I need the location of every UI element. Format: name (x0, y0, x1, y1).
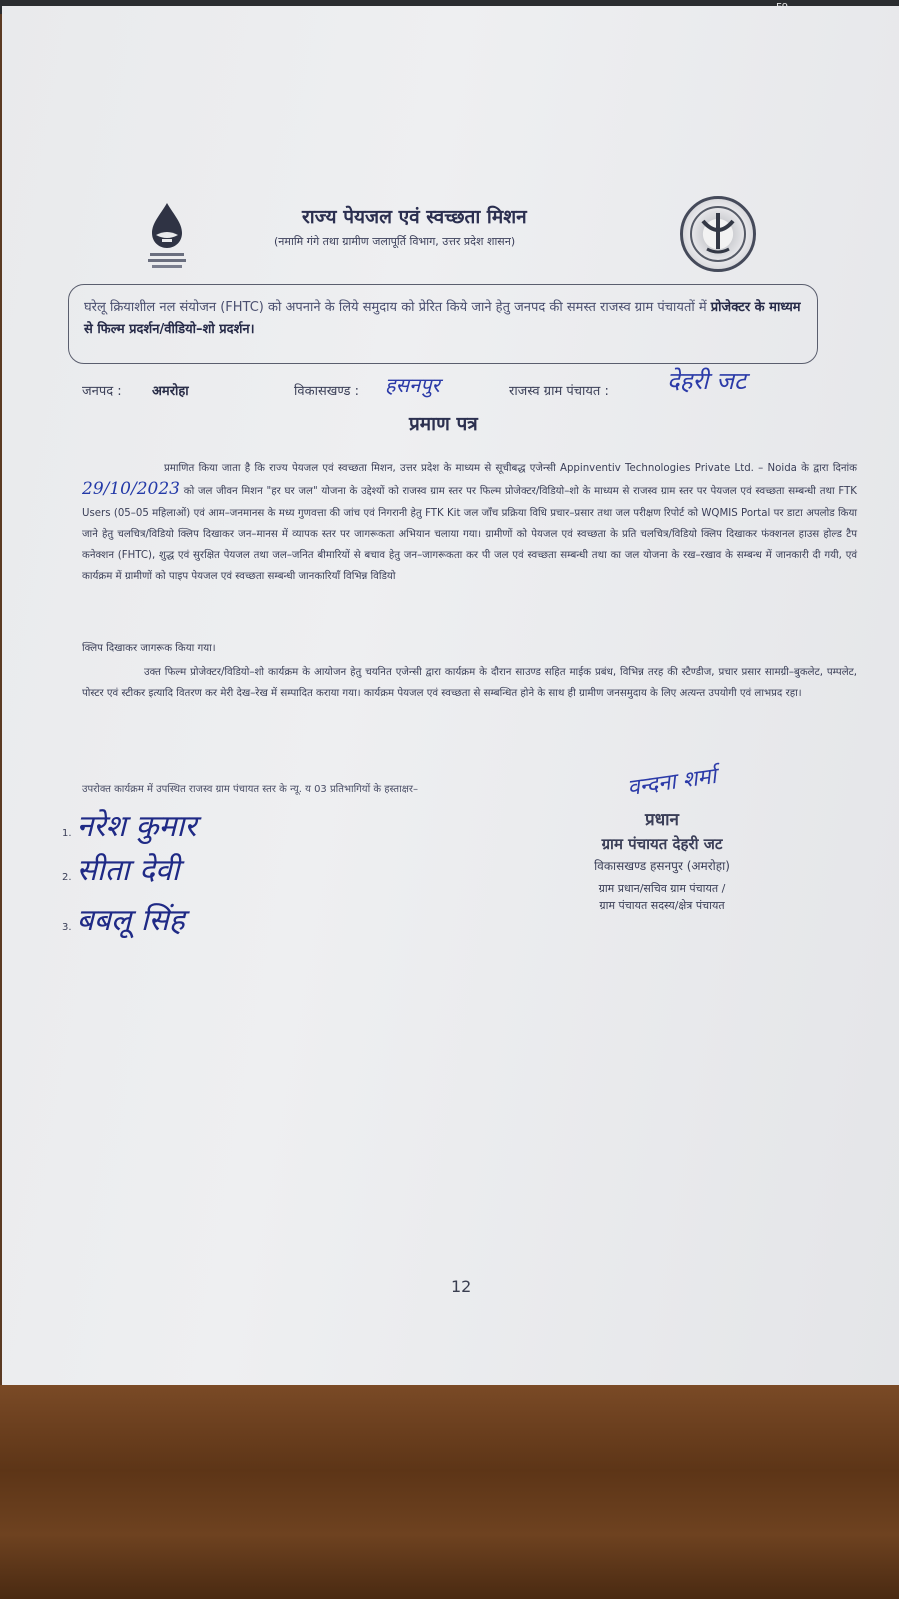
participant-number: 3. (62, 922, 72, 933)
pradhan-signature: वन्दना शर्मा (625, 763, 718, 802)
district-label: जनपद : (82, 384, 122, 399)
page-title: राज्य पेयजल एवं स्वच्छता मिशन (302, 206, 527, 228)
block-value: हसनपुर (385, 373, 440, 397)
district-value: अमरोहा (152, 384, 189, 399)
certificate-title: प्रमाण पत्र (409, 413, 478, 435)
participant-signature: नरेश कुमार (76, 809, 197, 844)
document-page (2, 6, 899, 1388)
event-date: 29/10/2023 (82, 479, 180, 500)
gp-label: राजस्व ग्राम पंचायत : (509, 384, 609, 399)
paragraph-1-rest: को जल जीवन मिशन "हर घर जल" योजना के उद्देश्यों को राजस्व ग्राम स्तर पर फिल्म प्रोजेक्टर/विडियो–शो के माध्यम से राजस्व ग्राम स्तर पर पेयजल एवं स्वच्छता सम्बन्धी तथा FTK Users (05–05 महिलाओं) एवं आम–जनमानस के मध्य गुणवत्ता की जांच एवं निगरानी हेतु FTK Kit जल जाँच प्रक्रिया विधि प्रचार–प्रसार तथा जल परीक्षण रिपोर्ट को WQMIS Portal पर डाटा अपलोड किया जाने हेतु चलचित्र/विडियो क्लिप दिखाकर जन–मानस में व्यापक स्तर पर जागरूकता अभियान चलाया गया। ग्रामीणों को पेयजल एवं स्वच्छता के प्रति चलचित्र/विडियो क्लिप दिखाकर फंक्शनल हाउस होल्ड टैप कनेक्शन (FHTC), शुद्ध एवं सुरक्षित पेयजल तथा जल–जनित बीमारियों से बचाव हेतु जन–जागरूकता कर पी जल एवं स्वच्छता सम्बन्धी तथा का जल योजना के रख–रखाव के सम्बन्ध में जानकारी दी गयी, एवं कार्यक्रम में ग्रामीणों को पाइप पेयजल एवं स्वच्छता सम्बन्धी जानकारियाँ विभिन्न विडियो (82, 486, 857, 583)
gp-value: देहरी जट (667, 367, 747, 395)
state-emblem (680, 196, 756, 272)
participant-number: 2. (62, 872, 72, 883)
participants-label: उपरोक्त कार्यक्रम में उपस्थित राजस्व ग्राम पंचायत स्तर के न्यू. य 03 प्रतिभागियों के हस्ताक्षर– (82, 784, 418, 795)
block-label: विकासखण्ड : (294, 384, 360, 399)
notice-bold: प्रोजेक्टर के माध्यम से फिल्म प्रदर्शन/वीडियो–शो प्रदर्शन। (84, 300, 801, 337)
participant-1 (62, 804, 322, 845)
notice-text (84, 297, 804, 341)
page-subtitle: (नमामि गंगे तथा ग्रामीण जलापूर्ति विभाग, उत्तर प्रदेश शासन) (274, 235, 516, 248)
stamp-gram-panchayat: ग्राम पंचायत देहरी जट (601, 835, 723, 853)
participant-3 (62, 898, 322, 939)
stamp-place: विकासखण्ड हसनपुर (अमरोहा) (594, 859, 730, 873)
paragraph-1-start: प्रमाणित किया जाता है कि राज्य पेयजल एवं स्वच्छता मिशन, उत्तर प्रदेश के माध्यम से सूचीबद्ध एजेन्सी Appinventiv Technologies Private Ltd. – Noida के द्वारा दिनांक (164, 463, 857, 474)
paragraph-1-end: क्लिप दिखाकर जागरूक किया गया। (82, 643, 216, 654)
signatory-role-1: ग्राम प्रधान/सचिव ग्राम पंचायत / (598, 882, 726, 895)
participant-signature: बबलू सिंह (76, 903, 185, 938)
body-paragraph-1 (82, 458, 857, 588)
participant-signature: सीता देवी (76, 853, 180, 888)
signatory-role-2: ग्राम पंचायत सदस्य/क्षेत्र पंचायत (599, 899, 725, 912)
participant-2 (62, 848, 322, 889)
mission-logo (142, 201, 192, 276)
notice-plain: घरेलू क्रियाशील नल संयोजन (FHTC) को अपनाने के लिये समुदाय को प्रेरित किये जाने हेतु जनपद की समस्त राजस्व ग्राम पंचायतों में (84, 300, 707, 315)
stamp-title: प्रधान (645, 810, 679, 830)
table-surface (0, 1385, 899, 1599)
body-paragraph-2: उक्त फिल्म प्रोजेक्टर/विडियो–शो कार्यक्रम के आयोजन हेतु चयनित एजेन्सी द्वारा कार्यक्रम के दौरान साउण्ड सहित माईक प्रबंध, विभिन्न तरह की स्टैण्डीज, प्रचार प्रसार सामग्री–बुकलेट, पम्पलेट, पोस्टर एवं स्टीकर इत्यादि वितरण कर मेरी देख–रेख में सम्पादित कराया गया। कार्यक्रम पेयजल एवं स्वच्छता से सम्बन्धित होने के साथ ही ग्रामीण जनसमुदाय के लिए अत्यन्त उपयोगी एवं लाभप्रद रहा। (82, 667, 857, 700)
participant-number: 1. (62, 828, 72, 839)
page-number: 12 (451, 1277, 472, 1296)
